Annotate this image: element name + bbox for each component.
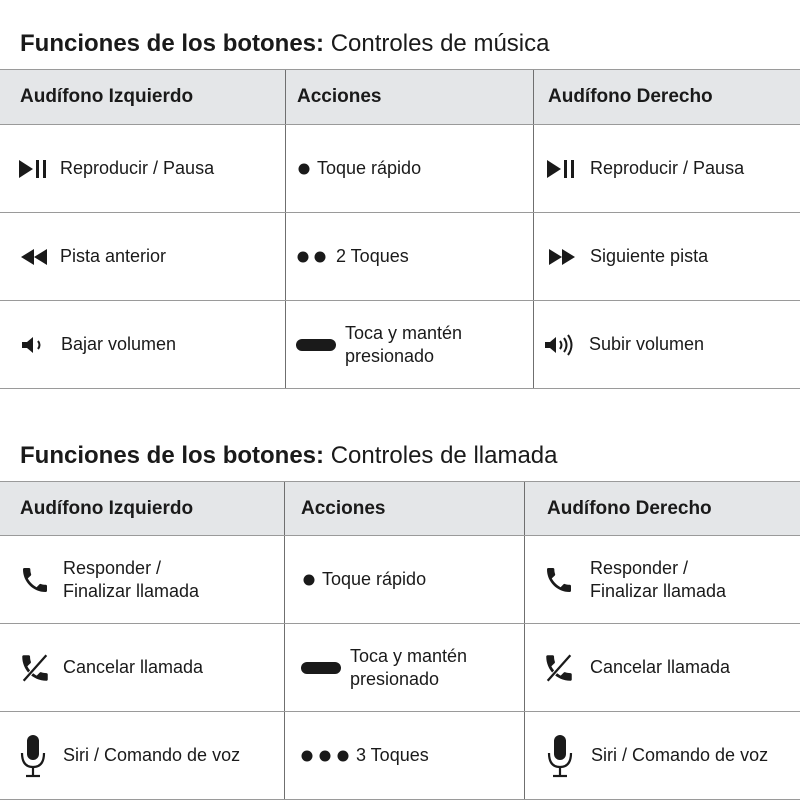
action-label: 2 Toques	[336, 246, 409, 266]
header-left-earbud: Audífono Izquierdo	[20, 86, 194, 107]
left-function-label: Bajar volumen	[61, 334, 177, 354]
right-cell	[533, 301, 800, 388]
music-controls-table	[0, 69, 800, 366]
volume-down-icon	[18, 335, 50, 355]
action-cell	[284, 536, 524, 623]
header-left-earbud: Audífono Izquierdo	[20, 497, 194, 519]
fast-forward-icon	[546, 248, 578, 266]
right-cell	[533, 213, 800, 300]
header-right-earbud: Audífono Derecho	[533, 70, 800, 124]
call-controls-table	[0, 481, 800, 765]
left-function-label	[63, 557, 199, 603]
action-label: Toque rápido	[317, 158, 422, 178]
left-function-label: Cancelar llamada	[63, 657, 204, 677]
action-cell	[284, 624, 524, 711]
right-cell	[524, 536, 800, 623]
microphone-icon	[545, 734, 575, 778]
right-label-line-2: Finalizar llamada	[590, 580, 727, 601]
play-pause-icon	[18, 159, 50, 179]
phone-icon	[542, 564, 576, 596]
action-label-line-2: presionado	[350, 668, 440, 689]
music-section-title	[20, 29, 549, 59]
action-label	[345, 322, 462, 368]
action-label-line-2: presionado	[345, 345, 435, 366]
left-cell	[18, 536, 284, 623]
call-section-title	[20, 441, 558, 471]
left-cell	[18, 301, 285, 388]
table-row	[0, 213, 800, 301]
table-row	[0, 536, 800, 624]
header-actions: Acciones	[284, 482, 524, 535]
music-title-rest: Controles de música	[330, 30, 550, 57]
action-label-line-1: Toca y mantén	[345, 322, 463, 343]
music-title-bold: Funciones de los botones:	[20, 30, 325, 57]
left-cell	[18, 712, 284, 799]
left-function-label: Reproducir / Pausa	[60, 158, 215, 178]
right-function-label	[590, 557, 726, 603]
header-actions: Acciones	[285, 70, 533, 124]
table-header-row	[0, 482, 800, 536]
single-dot-icon	[297, 163, 311, 175]
table-row	[0, 624, 800, 712]
volume-up-icon	[543, 333, 581, 357]
long-press-bar-icon	[301, 661, 341, 675]
left-function-label: Pista anterior	[60, 246, 167, 266]
phone-cancel-icon	[542, 651, 576, 685]
right-label-line-1: Responder /	[590, 557, 689, 578]
action-label: 3 Toques	[356, 745, 429, 765]
left-label-line-2: Finalizar llamada	[63, 580, 200, 601]
left-cell	[18, 624, 284, 711]
left-label-line-1: Responder /	[63, 557, 162, 578]
action-cell	[285, 301, 533, 388]
right-cell	[524, 624, 800, 711]
right-function-label: Siguiente pista	[590, 246, 709, 266]
table-header-row	[0, 70, 800, 125]
table-row	[0, 125, 800, 213]
double-dot-icon	[297, 251, 327, 263]
table-row	[0, 301, 800, 389]
right-function-label: Siri / Comando de voz	[591, 745, 769, 765]
rewind-icon	[18, 248, 50, 266]
right-function-label: Subir volumen	[589, 334, 705, 354]
long-press-bar-icon	[296, 338, 336, 352]
action-label-line-1: Toca y mantén	[350, 645, 468, 666]
left-function-label: Siri / Comando de voz	[63, 745, 241, 765]
table-row	[0, 712, 800, 800]
call-title-rest: Controles de llamada	[330, 442, 558, 469]
play-pause-icon	[546, 159, 578, 179]
right-cell	[524, 712, 800, 799]
action-cell	[284, 712, 524, 799]
call-title-bold: Funciones de los botones:	[20, 442, 325, 469]
single-dot-icon	[302, 574, 316, 586]
action-cell	[285, 125, 533, 212]
triple-dot-icon	[301, 750, 349, 762]
phone-cancel-icon	[18, 651, 52, 685]
action-cell	[285, 213, 533, 300]
left-cell	[18, 213, 285, 300]
microphone-icon	[18, 734, 48, 778]
action-label	[350, 645, 467, 691]
header-right-earbud: Audífono Derecho	[524, 482, 800, 535]
right-function-label: Cancelar llamada	[590, 657, 731, 677]
right-function-label: Reproducir / Pausa	[590, 158, 745, 178]
action-label: Toque rápido	[322, 569, 427, 589]
left-cell	[18, 125, 285, 212]
right-cell	[533, 125, 800, 212]
phone-icon	[18, 564, 52, 596]
